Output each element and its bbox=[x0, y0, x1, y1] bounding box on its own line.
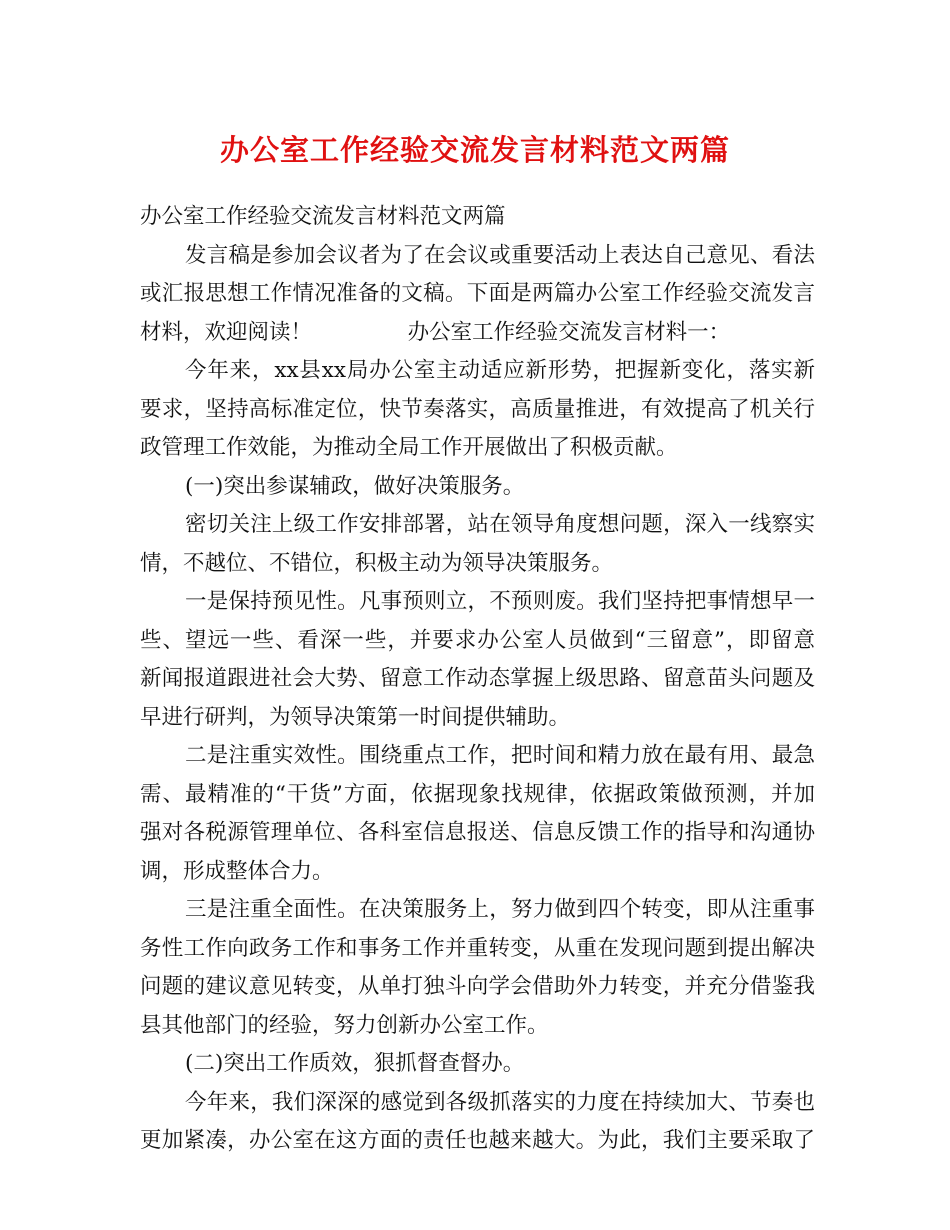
text-line: 材料，欢迎阅读！ 办公室工作经验交流发言材料一： bbox=[140, 319, 731, 345]
text-line: 强对各税源管理单位、各科室信息报送、信息反馈工作的指导和沟通协 bbox=[140, 820, 815, 845]
text-line: 二是注重实效性。围绕重点工作，把时间和精力放在最有用、最急 bbox=[185, 743, 815, 768]
text-line: 办公室工作经验交流发言材料范文两篇 bbox=[140, 204, 506, 229]
document-title: 办公室工作经验交流发言材料范文两篇 bbox=[219, 133, 730, 167]
text-line: (一)突出参谋辅政，做好决策服务。 bbox=[185, 473, 525, 499]
text-line: 早进行研判，为领导决策第一时间提供辅助。 bbox=[140, 704, 571, 730]
text-line: 三是注重全面性。在决策服务上，努力做到四个转变，即从注重事 bbox=[185, 897, 815, 922]
text-line: 情，不越位、不错位，积极主动为领导决策服务。 bbox=[140, 550, 614, 576]
text-line: 密切关注上级工作安排部署，站在领导角度想问题，深入一线察实 bbox=[185, 512, 815, 537]
text-line: 或汇报思想工作情况准备的文稿。下面是两篇办公室工作经验交流发言 bbox=[140, 281, 815, 306]
text-line: 调，形成整体合力。 bbox=[140, 858, 334, 884]
text-line: 新闻报道跟进社会大势、留意工作动态掌握上级思路、留意苗头问题及 bbox=[140, 666, 815, 691]
text-line: (二)突出工作质效，狠抓督查督办。 bbox=[185, 1051, 525, 1076]
text-line: 政管理工作效能，为推动全局工作开展做出了积极贡献。 bbox=[140, 435, 678, 460]
text-line: 务性工作向政务工作和事务工作并重转变，从重在发现问题到提出解决 bbox=[140, 935, 815, 961]
text-line: 今年来，我们深深的感觉到各级抓落实的力度在持续加大、节奏也 bbox=[185, 1089, 815, 1115]
text-line: 县其他部门的经验，努力创新办公室工作。 bbox=[140, 1012, 549, 1038]
text-line: 问题的建议意见转变，从单打独斗向学会借助外力转变，并充分借鉴我 bbox=[140, 974, 815, 999]
text-line: 要求，坚持高标准定位，快节奏落实，高质量推进，有效提高了机关行 bbox=[140, 396, 815, 422]
text-line: 一是保持预见性。凡事预则立，不预则废。我们坚持把事情想早一 bbox=[185, 589, 815, 614]
text-line: 发言稿是参加会议者为了在会议或重要活动上表达自己意见、看法 bbox=[185, 242, 815, 268]
text-line: 更加紧凑，办公室在这方面的责任也越来越大。为此，我们主要采取了 bbox=[140, 1128, 815, 1153]
text-line: 需、最精准的“干货”方面，依据现象找规律，依据政策做预测，并加 bbox=[140, 781, 815, 807]
text-line: 今年来，xx县xx局办公室主动适应新形势，把握新变化，落实新 bbox=[185, 358, 815, 383]
document-body bbox=[140, 198, 815, 1161]
text-line: 些、望远一些、看深一些，并要求办公室人员做到“三留意”，即留意 bbox=[140, 627, 815, 653]
